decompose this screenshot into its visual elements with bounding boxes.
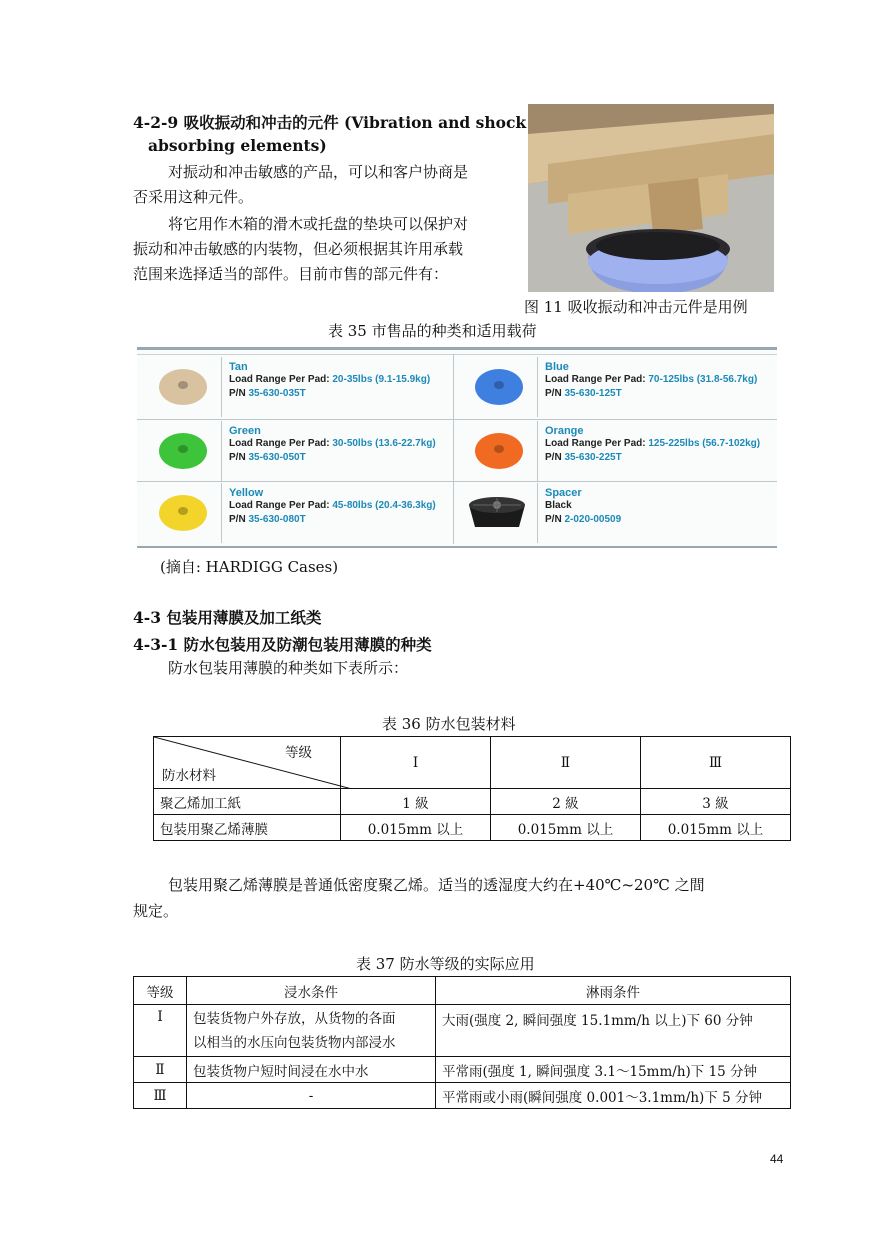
immersion-cell xyxy=(187,1005,436,1057)
immersion-cell: 包装货物户短时间浸在水中水 xyxy=(187,1057,436,1083)
load-label: Load Range Per Pad: xyxy=(545,438,646,449)
pad-thumbnail xyxy=(141,483,222,543)
paragraph-line: 规定。 xyxy=(133,902,179,920)
pn-value: 35-630-050T xyxy=(248,452,306,463)
pad-item-orange xyxy=(457,421,775,481)
pn-value: 2-020-00509 xyxy=(564,514,622,525)
table36-caption: 表 36 防水包装材料 xyxy=(382,715,516,733)
grade-header: Ⅲ xyxy=(641,737,791,789)
section-heading-429: 4-2-9 吸收振动和冲击的元件 (Vibration and shock xyxy=(133,113,527,132)
table37-caption: 表 37 防水等级的实际应用 xyxy=(356,955,535,973)
rain-cell: 平常雨(强度 1, 瞬间强度 3.1～15mm/h)下 15 分钟 xyxy=(436,1057,791,1083)
pad-item-blue xyxy=(457,357,775,417)
pad-name: Spacer xyxy=(545,487,582,499)
load-label: Load Range Per Pad: xyxy=(229,438,330,449)
paragraph-line: 将它用作木箱的滑木或托盘的垫块可以保护对 xyxy=(168,215,469,233)
grade-cell: Ⅱ xyxy=(134,1057,187,1083)
pn-label: P/N xyxy=(229,514,246,525)
pn-value: 35-630-080T xyxy=(248,514,306,525)
pad-item-yellow xyxy=(141,483,451,543)
load-label: Load Range Per Pad: xyxy=(229,500,330,511)
pad-item-tan xyxy=(141,357,451,417)
paragraph-line: 否采用这种元件。 xyxy=(133,188,254,206)
donut-pad-icon xyxy=(159,433,207,469)
section-heading-431: 4-3-1 防水包装用及防潮包装用薄膜的种类 xyxy=(133,635,432,654)
grade-cell: 3 級 xyxy=(641,789,791,815)
pn-label: P/N xyxy=(545,388,562,399)
section-heading-429-cont: absorbing elements) xyxy=(148,136,327,155)
load-value: 125-225lbs (56.7-102kg) xyxy=(648,438,761,449)
shock-absorber-photo xyxy=(528,104,774,292)
load-value: 20-35lbs (9.1-15.9kg) xyxy=(332,374,431,385)
grade-header: Ⅰ xyxy=(341,737,491,789)
immersion-line: 以相当的水压向包装货物内部浸水 xyxy=(193,1034,396,1051)
pad-catalog-table xyxy=(137,347,777,548)
pn-value: 35-630-125T xyxy=(564,388,622,399)
color-label: Black xyxy=(545,500,572,511)
grade-cell: 0.015mm 以上 xyxy=(491,815,641,841)
material-label: 聚乙烯加工紙 xyxy=(154,789,341,815)
donut-pad-icon xyxy=(475,433,523,469)
pn-value: 35-630-035T xyxy=(248,388,306,399)
immersion-cell: - xyxy=(187,1083,436,1109)
spacer-pad-icon xyxy=(457,483,537,543)
page-number: 44 xyxy=(770,1152,784,1166)
pad-item-spacer xyxy=(457,483,775,543)
section-heading-43: 4-3 包装用薄膜及加工纸类 xyxy=(133,608,322,627)
load-value: 30-50lbs (13.6-22.7kg) xyxy=(332,438,436,449)
table36-corner-cell xyxy=(154,737,341,789)
grade-cell: Ⅰ xyxy=(134,1005,187,1057)
paragraph-line: 振动和冲击敏感的内装物，但必须根据其许用承载 xyxy=(133,240,464,258)
pad-name: Yellow xyxy=(229,487,264,499)
grade-cell: 2 級 xyxy=(491,789,641,815)
paragraph-line: 范围来选择适当的部件。目前市售的部元件有： xyxy=(133,265,449,283)
load-value: 70-125lbs (31.8-56.7kg) xyxy=(648,374,758,385)
paragraph-line: 防水包装用薄膜的种类如下表所示： xyxy=(168,659,409,677)
pn-label: P/N xyxy=(229,452,246,463)
pn-label: P/N xyxy=(545,514,562,525)
rain-cell: 大雨(强度 2, 瞬间强度 15.1mm/h 以上)下 60 分钟 xyxy=(436,1005,791,1057)
pad-thumbnail xyxy=(141,421,222,481)
load-label: Load Range Per Pad: xyxy=(229,374,330,385)
load-value: 45-80lbs (20.4-36.3kg) xyxy=(332,500,436,511)
pad-thumbnail xyxy=(457,357,538,417)
corner-top-label: 等级 xyxy=(285,745,312,761)
table35-source: (摘自: HARDIGG Cases) xyxy=(160,558,339,576)
paragraph-line: 对振动和冲击敏感的产品，可以和客户协商是 xyxy=(168,163,469,181)
immersion-line: 包装货物户外存放，从货物的各面 xyxy=(193,1010,396,1027)
pad-item-green xyxy=(141,421,451,481)
pad-name: Orange xyxy=(545,425,584,437)
grade-cell: 1 級 xyxy=(341,789,491,815)
figure-caption: 图 11 吸收振动和冲击元件是用例 xyxy=(524,298,748,316)
pad-name: Green xyxy=(229,425,261,437)
pad-name: Tan xyxy=(229,361,248,373)
grade-cell: 0.015mm 以上 xyxy=(641,815,791,841)
material-label: 包装用聚乙烯薄膜 xyxy=(154,815,341,841)
pn-label: P/N xyxy=(229,388,246,399)
grade-header: Ⅱ xyxy=(491,737,641,789)
paragraph-line: 包装用聚乙烯薄膜是普通低密度聚乙烯。适当的透湿度大约在+40℃~20℃ 之間 xyxy=(168,876,705,894)
pn-value: 35-630-225T xyxy=(564,452,622,463)
table37-header: 等级 xyxy=(134,977,187,1005)
load-label: Load Range Per Pad: xyxy=(545,374,646,385)
rain-cell: 平常雨或小雨(瞬间强度 0.001～3.1mm/h)下 5 分钟 xyxy=(436,1083,791,1109)
pad-thumbnail xyxy=(457,421,538,481)
donut-pad-icon xyxy=(159,495,207,531)
pad-name: Blue xyxy=(545,361,569,373)
table37-header: 浸水条件 xyxy=(187,977,436,1005)
table36 xyxy=(153,736,791,841)
table37-header: 淋雨条件 xyxy=(436,977,791,1005)
pad-thumbnail xyxy=(457,483,538,543)
donut-pad-icon xyxy=(159,369,207,405)
donut-pad-icon xyxy=(475,369,523,405)
pn-label: P/N xyxy=(545,452,562,463)
table37 xyxy=(133,976,791,1109)
corner-bottom-label: 防水材料 xyxy=(162,768,216,784)
table35-caption: 表 35 市售品的种类和适用载荷 xyxy=(328,322,537,340)
pad-thumbnail xyxy=(141,357,222,417)
grade-cell: 0.015mm 以上 xyxy=(341,815,491,841)
grade-cell: Ⅲ xyxy=(134,1083,187,1109)
